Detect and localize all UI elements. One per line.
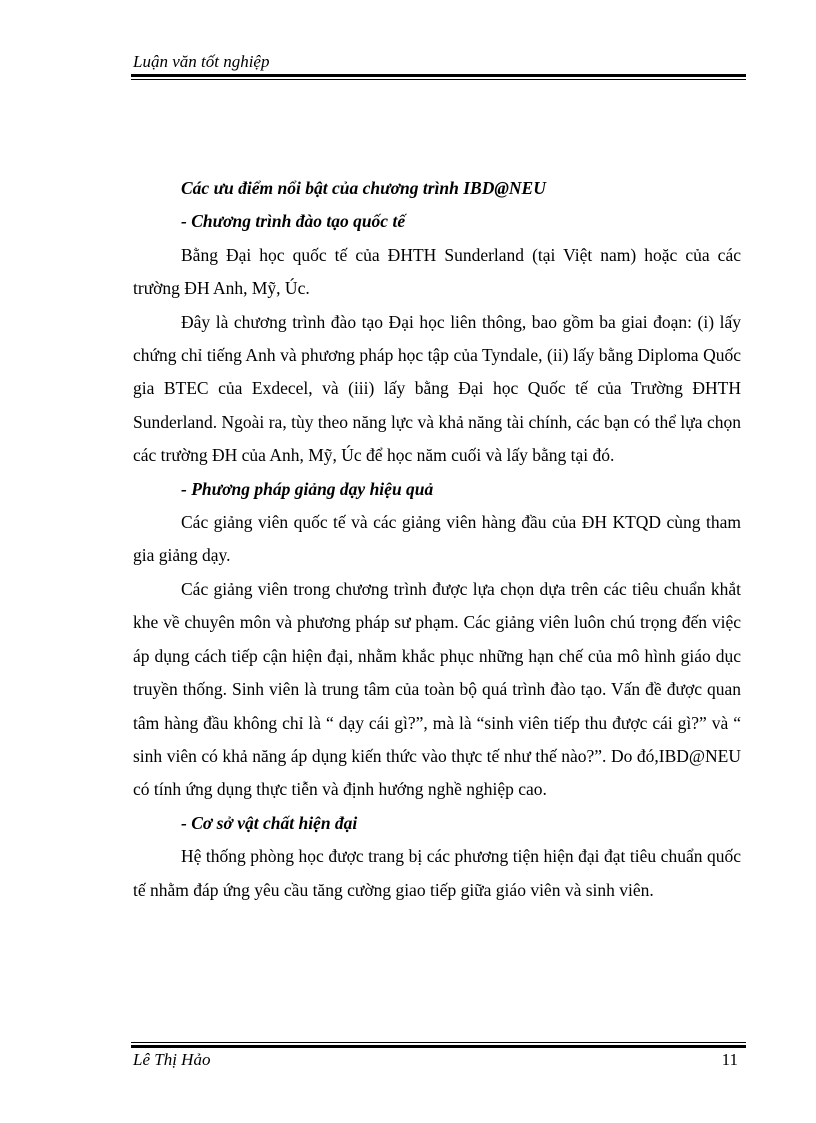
footer-rule-thick	[131, 1045, 746, 1048]
page-header-title: Luận văn tốt nghiệp	[133, 52, 270, 71]
document-body	[133, 172, 741, 907]
header-rule-thick	[131, 74, 746, 77]
paragraph: Các giảng viên trong chương trình được lựa chọn dựa trên các tiêu chuẩn khắt khe về chuyên môn và phương pháp sư phạm. Các giảng viên luôn chú trọng đến việc áp dụng cách tiếp cận hiện đại, nhằm khắc phục những hạn chế của mô hình giáo dục truyền thống. Sinh viên là trung tâm của toàn bộ quá trình đào tạo. Vấn đề được quan tâm hàng đầu không chỉ là “ dạy cái gì?”, mà là “sinh viên tiếp thu được cái gì?” và “ sinh viên có khả năng áp dụng kiến thức vào thực tế như thế nào?”. Do đó,IBD@NEU có tính ứng dụng thực tiễn và định hướng nghề nghiệp cao.	[133, 578, 741, 800]
page-number: 11	[721, 1050, 738, 1069]
section-heading-teaching-methods: - Phương pháp giảng dạy hiệu quả	[181, 478, 434, 499]
footer-author: Lê Thị Hảo	[133, 1050, 211, 1069]
main-heading: Các ưu điểm nổi bật của chương trình IBD@NEU	[181, 178, 546, 198]
section-heading-international-program: - Chương trình đào tạo quốc tế	[181, 211, 406, 232]
paragraph: Hệ thống phòng học được trang bị các phương tiện hiện đại đạt tiêu chuẩn quốc tế nhằm đáp ứng yêu cầu tăng cường giao tiếp giữa giáo viên và sinh viên.	[133, 846, 741, 900]
header-rule-thin	[131, 79, 746, 80]
paragraph: Bằng Đại học quốc tế của ĐHTH Sunderland (tại Việt nam) hoặc của các trường ĐH Anh, Mỹ, Úc.	[133, 244, 741, 299]
footer-rule-thin	[131, 1042, 746, 1043]
section-heading-facilities: - Cơ sở vật chất hiện đại	[181, 812, 358, 833]
paragraph: Đây là chương trình đào tạo Đại học liên thông, bao gồm ba giai đoạn: (i) lấy chứng chỉ tiếng Anh và phương pháp học tập của Tyndale, (ii) lấy bằng Diploma Quốc gia BTEC của Exdecel, và (iii) lấy bằng Đại học Quốc tế của Trường ĐHTH Sunderland. Ngoài ra, tùy theo năng lực và khả năng tài chính, các bạn có thể lựa chọn các trường ĐH của Anh, Mỹ, Úc để học năm cuối và lấy bằng tại đó.	[133, 311, 741, 466]
paragraph: Các giảng viên quốc tế và các giảng viên hàng đầu của ĐH KTQD cùng tham gia giảng dạy.	[133, 512, 741, 566]
